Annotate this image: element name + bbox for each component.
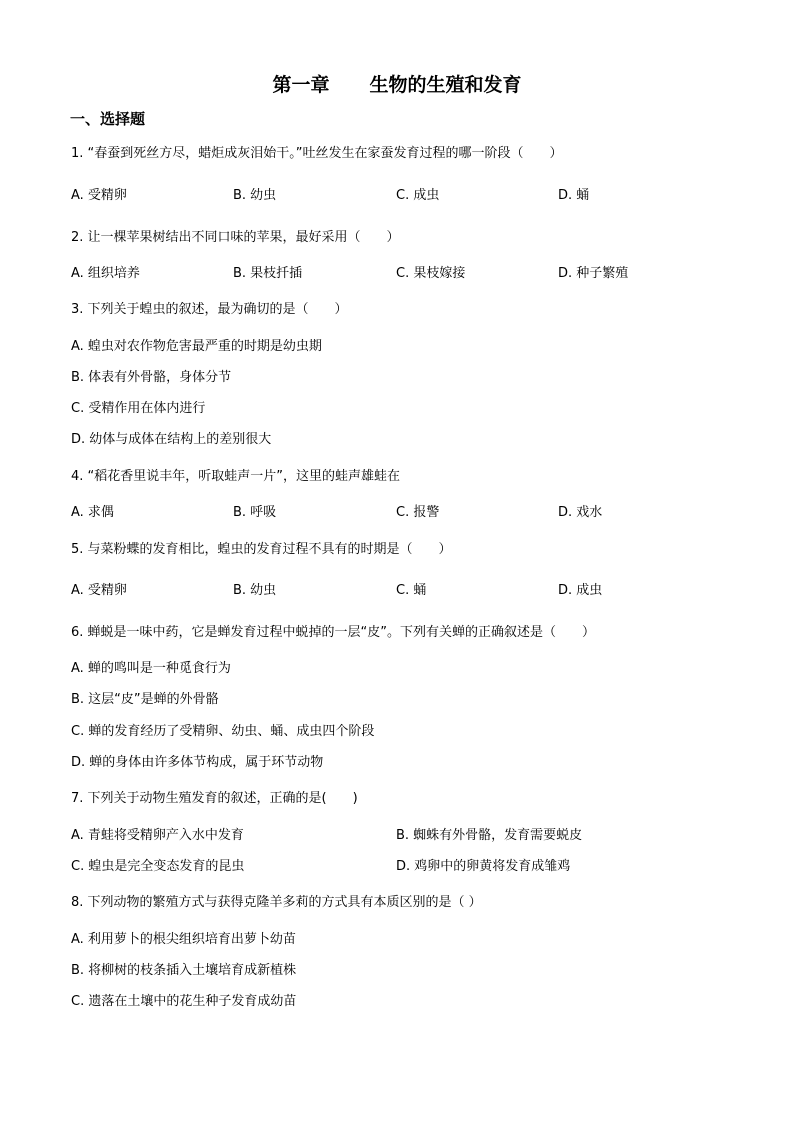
q5-option-b: B. 幼虫 [233, 583, 277, 598]
question-7: 7. 下列关于动物生殖发育的叙述，正确的是( ) [71, 791, 358, 806]
q6-option-d: D. 蝉的身体由许多体节构成，属于环节动物 [71, 755, 324, 770]
q8-option-c: C. 遗落在土壤中的花生种子发育成幼苗 [71, 994, 297, 1009]
section-heading: 一、选择题 [70, 110, 146, 128]
q4-option-d: D. 戏水 [558, 505, 603, 520]
q1-option-d: D. 蛹 [558, 188, 590, 203]
question-2: 2. 让一棵苹果树结出不同口味的苹果，最好采用（ ） [71, 230, 400, 245]
q1-option-b: B. 幼虫 [233, 188, 277, 203]
question-6: 6. 蝉蜕是一味中药，它是蝉发育过程中蜕掉的一层“皮”。下列有关蝉的正确叙述是（ ） [71, 625, 596, 640]
q2-option-a: A. 组织培养 [71, 266, 140, 281]
question-3: 3. 下列关于蝗虫的叙述，最为确切的是（ ） [71, 302, 348, 317]
q7-option-b: B. 蜘蛛有外骨骼，发育需要蜕皮 [396, 828, 583, 843]
q8-option-a: A. 利用萝卜的根尖组织培育出萝卜幼苗 [71, 932, 296, 947]
q8-option-b: B. 将柳树的枝条插入土壤培育成新植株 [71, 963, 297, 978]
q2-option-d: D. 种子繁殖 [558, 266, 629, 281]
q5-option-d: D. 成虫 [558, 583, 603, 598]
q4-option-a: A. 求偶 [71, 505, 114, 520]
question-5: 5. 与菜粉蝶的发育相比，蝗虫的发育过程不具有的时期是（ ） [71, 542, 452, 557]
q5-option-c: C. 蛹 [396, 583, 427, 598]
q7-option-c: C. 蝗虫是完全变态发育的昆虫 [71, 859, 245, 874]
chapter-number: 第一章 [272, 74, 330, 96]
q7-option-d: D. 鸡卵中的卵黄将发育成雏鸡 [396, 859, 571, 874]
q1-option-c: C. 成虫 [396, 188, 440, 203]
chapter-title [0, 70, 794, 97]
q3-option-d: D. 幼体与成体在结构上的差别很大 [71, 432, 272, 447]
q1-option-a: A. 受精卵 [71, 188, 127, 203]
q2-option-b: B. 果枝扦插 [233, 266, 303, 281]
question-8: 8. 下列动物的繁殖方式与获得克隆羊多莉的方式具有本质区别的是（ ） [71, 895, 482, 910]
chapter-name: 生物的生殖和发育 [369, 74, 522, 96]
q5-option-a: A. 受精卵 [71, 583, 127, 598]
q7-option-a: A. 青蛙将受精卵产入水中发育 [71, 828, 244, 843]
question-1: 1. “春蚕到死丝方尽，蜡炬成灰泪始干。”吐丝发生在家蚕发育过程的哪一阶段（ ） [71, 146, 563, 161]
q4-option-c: C. 报警 [396, 505, 440, 520]
q6-option-a: A. 蝉的鸣叫是一种觅食行为 [71, 661, 231, 676]
q4-option-b: B. 呼吸 [233, 505, 277, 520]
q3-option-a: A. 蝗虫对农作物危害最严重的时期是幼虫期 [71, 339, 322, 354]
q3-option-c: C. 受精作用在体内进行 [71, 401, 206, 416]
q6-option-b: B. 这层“皮”是蝉的外骨骼 [71, 692, 219, 707]
q3-option-b: B. 体表有外骨骼，身体分节 [71, 370, 232, 385]
q6-option-c: C. 蝉的发育经历了受精卵、幼虫、蛹、成虫四个阶段 [71, 724, 375, 739]
question-4: 4. “稻花香里说丰年，听取蛙声一片”，这里的蛙声雄蛙在 [71, 469, 401, 484]
q2-option-c: C. 果枝嫁接 [396, 266, 466, 281]
